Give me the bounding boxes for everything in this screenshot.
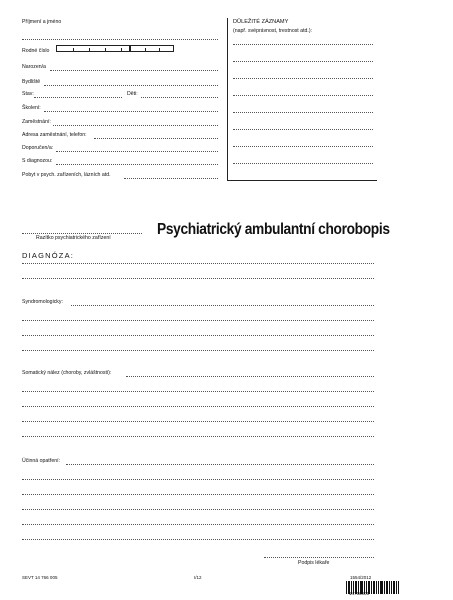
important-records-title: DŮLEŽITÉ ZÁZNAMY <box>233 19 289 25</box>
employment-label: Zaměstnání: <box>22 119 51 125</box>
page-indicator: I/12 <box>194 575 202 580</box>
important-records-line-4[interactable] <box>233 95 373 96</box>
residence-label: Bydliště <box>22 79 41 85</box>
vertical-divider <box>227 18 228 180</box>
stamp-line <box>22 233 142 234</box>
important-records-line-3[interactable] <box>233 78 373 79</box>
measures-line-5[interactable] <box>22 524 374 525</box>
somatic-line-2[interactable] <box>22 391 374 392</box>
employer-address-field[interactable] <box>94 138 218 139</box>
employment-field[interactable] <box>53 125 218 126</box>
children-field[interactable] <box>141 97 218 98</box>
education-label: Školení: <box>22 105 41 111</box>
measures-label: Účinná opatření: <box>22 458 61 464</box>
born-field[interactable] <box>50 70 218 71</box>
hospital-stay-label: Pobyt v psych. zařízeních, lázních atd. <box>22 172 111 178</box>
important-records-line-5[interactable] <box>233 112 373 113</box>
somatic-line-5[interactable] <box>22 436 374 437</box>
employer-address-label: Adresa zaměstnání, telefon: <box>22 132 87 138</box>
status-field[interactable] <box>34 97 122 98</box>
somatic-field[interactable] <box>126 376 374 377</box>
hospital-stay-field[interactable] <box>124 178 218 179</box>
born-label: Narozen/a <box>22 64 46 70</box>
syndromological-line-2[interactable] <box>22 320 374 321</box>
barcode-number: 14766005 <box>349 591 370 596</box>
form-title: Psychiatrický ambulantní chorobopis <box>157 221 390 238</box>
measures-line-2[interactable] <box>22 479 374 480</box>
measures-line-3[interactable] <box>22 494 374 495</box>
diagnosis-label: DIAGNÓZA: <box>22 251 75 260</box>
syndromological-label: Syndromologicky: <box>22 299 63 305</box>
name-field[interactable] <box>22 39 218 40</box>
somatic-line-3[interactable] <box>22 406 374 407</box>
measures-line-6[interactable] <box>22 539 374 540</box>
with-diagnosis-label: S diagnozou: <box>22 158 53 164</box>
important-records-line-2[interactable] <box>233 61 373 62</box>
form-code: SEVT 14 766 005 <box>22 575 58 580</box>
important-records-line-1[interactable] <box>233 44 373 45</box>
important-records-subtitle: (např. svéprávnost, trestnost atd.): <box>233 28 313 34</box>
with-diagnosis-field[interactable] <box>56 164 218 165</box>
right-box-bottom-line <box>227 180 377 181</box>
syndromological-line-3[interactable] <box>22 335 374 336</box>
referred-by-label: Doporučen/a: <box>22 145 54 151</box>
important-records-line-7[interactable] <box>233 146 373 147</box>
referred-by-field[interactable] <box>56 151 218 152</box>
diagnosis-line-2[interactable] <box>22 278 374 279</box>
somatic-label: Somatický nález (choroby, zvláštnosti): <box>22 370 112 376</box>
name-label: Příjmení a jméno <box>22 19 62 25</box>
syndromological-field[interactable] <box>71 305 374 306</box>
birth-number-label: Rodné číslo <box>22 48 50 54</box>
measures-field[interactable] <box>66 464 374 465</box>
important-records-line-6[interactable] <box>233 129 373 130</box>
signature-label: Podpis lékaře <box>298 560 330 566</box>
birth-number-box[interactable] <box>56 45 174 52</box>
children-label: Děti: <box>127 91 138 97</box>
residence-field[interactable] <box>44 85 218 86</box>
measures-line-4[interactable] <box>22 509 374 510</box>
education-field[interactable] <box>44 111 218 112</box>
somatic-line-4[interactable] <box>22 421 374 422</box>
stamp-label: Razítko psychiatrického zařízení <box>36 235 111 241</box>
syndromological-line-4[interactable] <box>22 350 374 351</box>
signature-line[interactable] <box>264 557 374 558</box>
year-code: 1554/2012 <box>350 575 372 580</box>
important-records-line-8[interactable] <box>233 163 373 164</box>
status-label: Stav: <box>22 91 34 97</box>
diagnosis-line-1[interactable] <box>22 263 374 264</box>
